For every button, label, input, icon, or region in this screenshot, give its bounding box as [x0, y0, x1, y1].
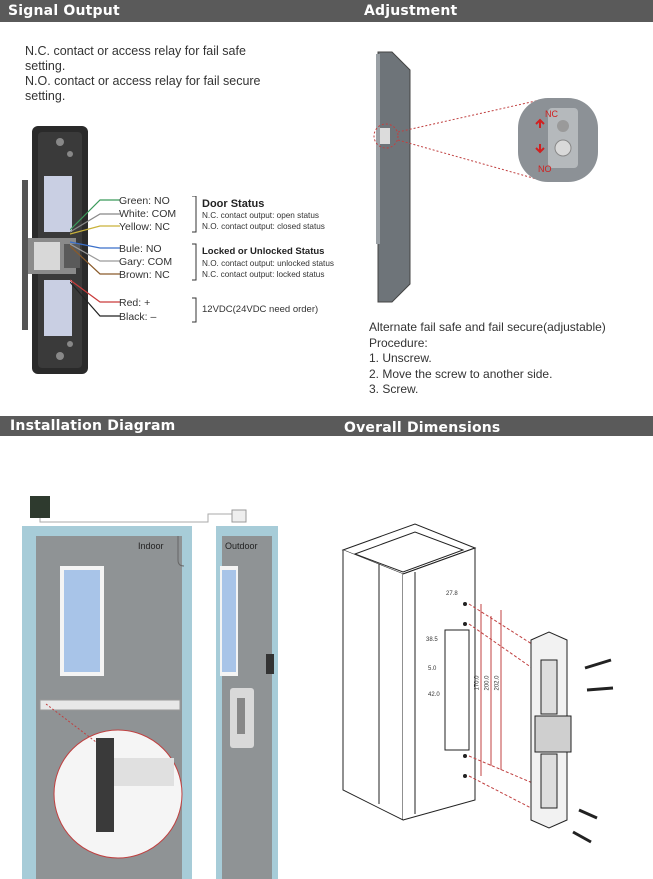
adjust-no-label: NO	[538, 164, 552, 174]
dim-38-5: 38.5	[426, 637, 438, 643]
lock-status-title: Locked or Unlocked Status	[202, 246, 325, 257]
signal-line-2: setting.	[25, 59, 66, 73]
dim-27-8: 27.8	[446, 591, 458, 597]
wire-white-label: White: COM	[119, 208, 177, 220]
wire-black-label: Black: –	[119, 311, 157, 323]
status-brackets	[190, 196, 200, 326]
overall-dimensions-heading: Overall Dimensions	[344, 420, 501, 436]
signal-output-heading: Signal Output	[8, 3, 120, 19]
lock-status-nc: N.C. contact output: locked status	[202, 270, 325, 279]
indoor-label: Indoor	[138, 541, 164, 551]
dim-202-0: 202.0	[494, 675, 501, 691]
wire-red-label: Red: +	[119, 297, 151, 309]
adjust-step-2: 2. Move the screw to another side.	[369, 367, 553, 381]
signal-line-1: N.C. contact or access relay for fail safe	[25, 44, 246, 58]
adjustment-illustration	[370, 48, 610, 308]
dim-170-0: 170.0	[474, 675, 481, 691]
signal-line-4: setting.	[25, 89, 66, 103]
door-status-no: N.O. contact output: closed status	[202, 222, 325, 231]
door-status-title: Door Status	[202, 198, 265, 210]
lock-status-no: N.O. contact output: unlocked status	[202, 259, 334, 268]
adjust-step-1: 1. Unscrew.	[369, 351, 432, 365]
wire-bule-label: Bule: NO	[119, 243, 162, 255]
outdoor-label: Outdoor	[225, 541, 258, 551]
wire-green-label: Green: NO	[119, 195, 170, 207]
dim-42-0: 42.0	[428, 692, 440, 698]
power-spec: 12VDC(24VDC need order)	[202, 304, 319, 315]
dim-200-0: 200.0	[484, 675, 491, 691]
adjustment-heading: Adjustment	[364, 3, 458, 19]
adjust-procedure: Procedure:	[369, 336, 428, 350]
signal-line-3: N.O. contact or access relay for fail secure	[25, 74, 261, 88]
door-status-nc: N.C. contact output: open status	[202, 211, 319, 220]
dim-5-0: 5.0	[428, 666, 437, 672]
installation-heading: Installation Diagram	[10, 418, 176, 434]
adjust-intro: Alternate fail safe and fail secure(adjustable)	[369, 320, 606, 334]
wire-brown-label: Brown: NC	[119, 269, 170, 281]
adjust-nc-label: NC	[545, 109, 558, 119]
wire-gary-label: Gary: COM	[119, 256, 173, 268]
wire-yellow-label: Yellow: NC	[119, 221, 170, 233]
installation-illustration	[18, 492, 318, 879]
adjust-step-3: 3. Screw.	[369, 382, 419, 396]
